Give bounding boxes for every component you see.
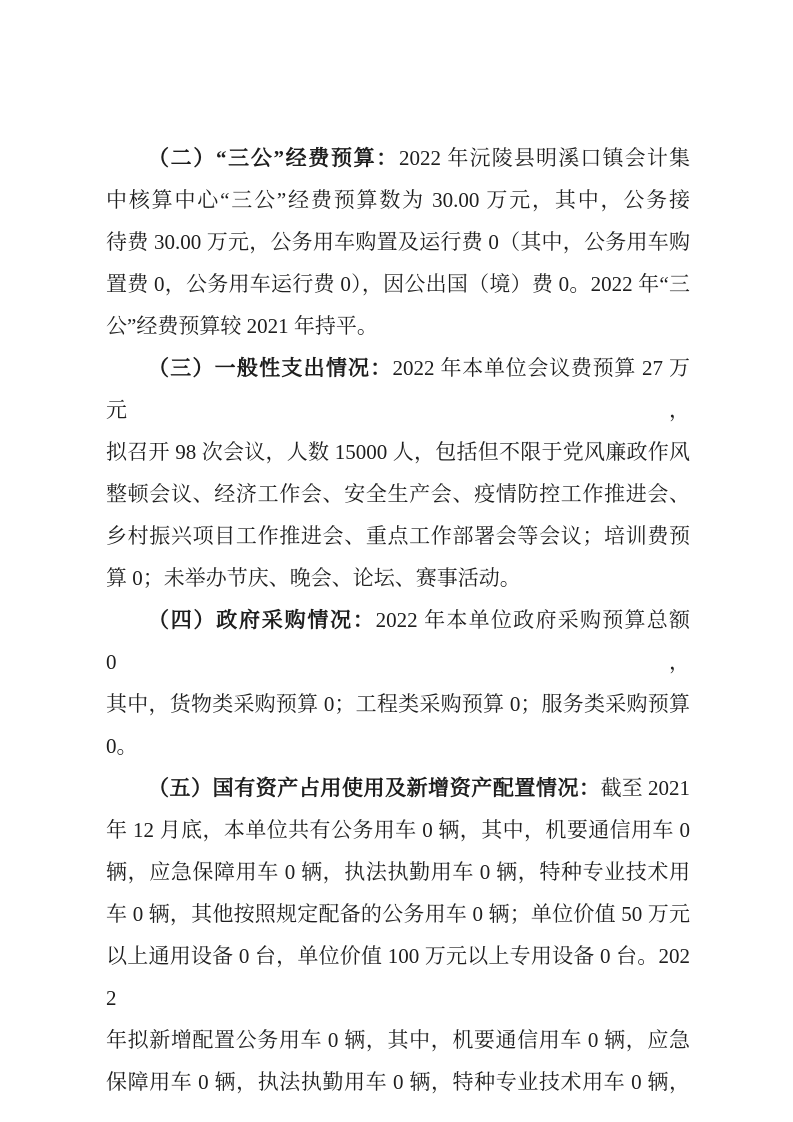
doc-line — [106, 1061, 690, 1103]
doc-line — [106, 767, 690, 809]
doc-line — [106, 137, 690, 179]
doc-line — [106, 431, 690, 473]
doc-line — [106, 851, 690, 893]
line-text: 拟召开 98 次会议，人数 15000 人，包括但不限于党风廉政作风 — [106, 440, 690, 464]
line-text: 乡村振兴项目工作推进会、重点工作部署会等会议；培训费预 — [106, 524, 690, 548]
line-text: 其中，货物类采购预算 0；工程类采购预算 0；服务类采购预算 — [106, 692, 690, 716]
doc-line — [106, 893, 690, 935]
doc-line — [106, 935, 690, 1019]
doc-line — [106, 557, 690, 599]
paragraph-government-procurement — [106, 599, 690, 767]
line-text: 截至 2021 — [600, 776, 690, 800]
line-text: 待费 30.00 万元，公务用车购置及运行费 0（其中，公务用车购 — [106, 230, 690, 254]
line-text: 算 0；未举办节庆、晚会、论坛、赛事活动。 — [106, 566, 521, 590]
line-text: 辆，应急保障用车 0 辆，执法执勤用车 0 辆，特种专业技术用 — [106, 860, 690, 884]
line-text: 以上通用设备 0 台，单位价值 100 万元以上专用设备 0 台。2022 — [106, 944, 690, 1010]
section-heading: （三）一般性支出情况： — [148, 356, 393, 380]
line-text: 2022 年本单位政府采购预算总额 0， — [106, 608, 691, 674]
line-text: 0。 — [106, 734, 138, 758]
paragraph-general-expenditure — [106, 347, 690, 599]
paragraph-sangong-expense-budget — [106, 137, 690, 347]
doc-line — [106, 305, 690, 347]
doc-line — [106, 1019, 690, 1061]
line-text: 保障用车 0 辆，执法执勤用车 0 辆，特种专业技术用车 0 辆， — [106, 1070, 690, 1094]
line-text: 2022 年本单位会议费预算 27 万元， — [106, 356, 691, 422]
doc-line — [106, 809, 690, 851]
document-body — [106, 137, 690, 1103]
line-text: 置费 0，公务用车运行费 0），因公出国（境）费 0。2022 年“三 — [106, 272, 690, 296]
doc-line — [106, 347, 690, 431]
doc-line — [106, 263, 690, 305]
doc-line — [106, 725, 690, 767]
doc-line — [106, 515, 690, 557]
doc-line — [106, 683, 690, 725]
line-text: 年 12 月底，本单位共有公务用车 0 辆，其中，机要通信用车 0 — [106, 818, 690, 842]
line-text: 整顿会议、经济工作会、安全生产会、疫情防控工作推进会、 — [106, 482, 690, 506]
line-text: 车 0 辆，其他按照规定配备的公务用车 0 辆；单位价值 50 万元 — [106, 902, 690, 926]
doc-line — [106, 473, 690, 515]
doc-line — [106, 599, 690, 683]
line-text: 中核算中心“三公”经费预算数为 30.00 万元，其中，公务接 — [106, 188, 690, 212]
section-heading: （二）“三公”经费预算： — [148, 146, 399, 170]
line-text: 公”经费预算较 2021 年持平。 — [106, 314, 378, 338]
line-text: 年拟新增配置公务用车 0 辆，其中，机要通信用车 0 辆，应急 — [106, 1028, 690, 1052]
section-heading: （四）政府采购情况： — [148, 608, 376, 632]
doc-line — [106, 221, 690, 263]
paragraph-state-owned-assets — [106, 767, 690, 1103]
section-heading: （五）国有资产占用使用及新增资产配置情况： — [148, 776, 601, 800]
line-text: 2022 年沅陵县明溪口镇会计集 — [398, 146, 691, 170]
doc-line — [106, 179, 690, 221]
